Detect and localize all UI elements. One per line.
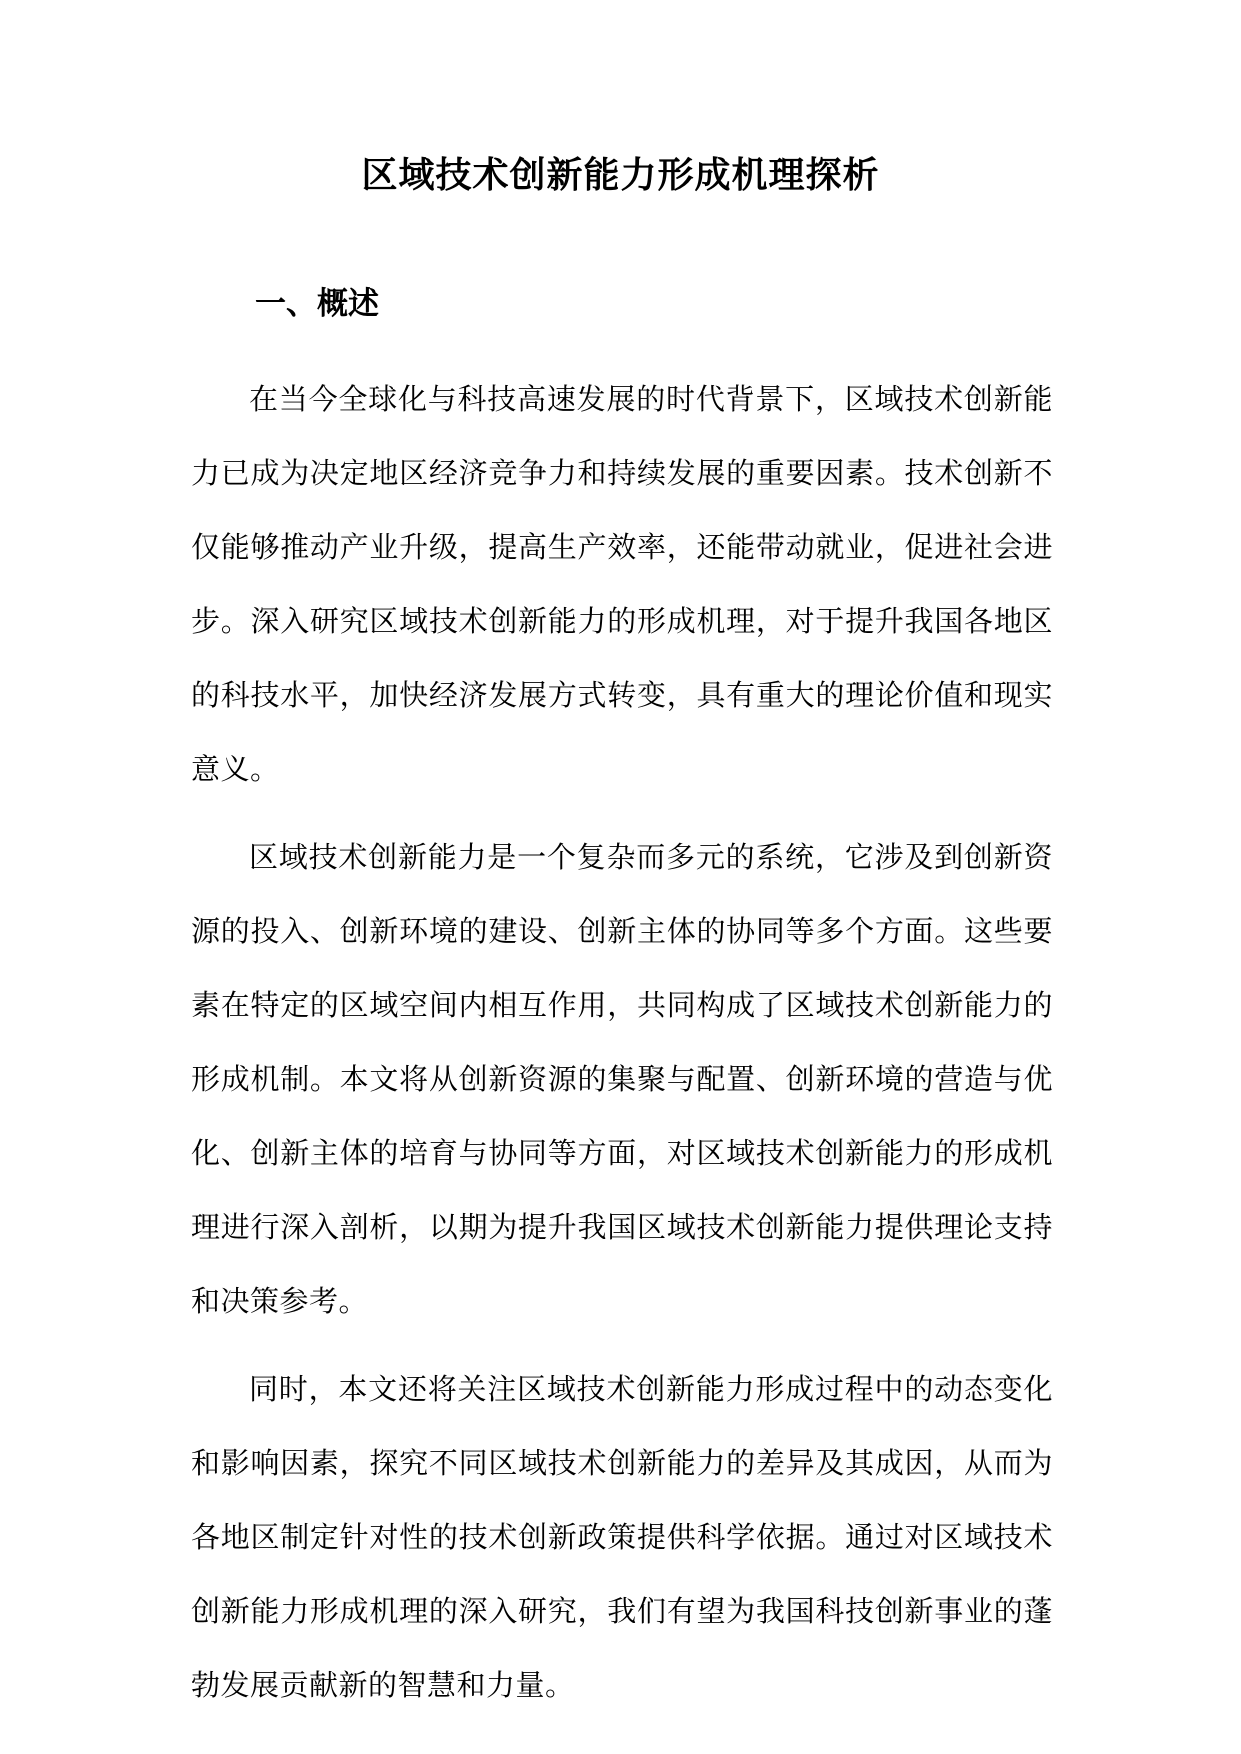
document-title: 区域技术创新能力形成机理探析 — [361, 154, 880, 196]
paragraph-2: 区域技术创新能力是一个复杂而多元的系统，它涉及到创新资源的投入、创新环境的建设、创新主体的协同等多个方面。这些要素在特定的区域空间内相互作用，共同构成了区域技术创新能力的形成机制。本文将从创新资源的集聚与配置、创新环境的营造与优化、创新主体的培育与协同等方面，对区域技术创新能力的形成机理进行深入剖析，以期为提升我国区域技术创新能力提供理论支持和决策参考。 — [191, 840, 1053, 1318]
paragraph-1: 在当今全球化与科技高速发展的时代背景下，区域技术创新能力已成为决定地区经济竞争力和持续发展的重要因素。技术创新不仅能够推动产业升级，提高生产效率，还能带动就业，促进社会进步。深入研究区域技术创新能力的形成机理，对于提升我国各地区的科技水平，加快经济发展方式转变，具有重大的理论价值和现实意义。 — [191, 382, 1053, 786]
paragraph-3: 同时，本文还将关注区域技术创新能力形成过程中的动态变化和影响因素，探究不同区域技术创新能力的差异及其成因，从而为各地区制定针对性的技术创新政策提供科学依据。通过对区域技术创新能力形成机理的深入研究，我们有望为我国科技创新事业的蓬勃发展贡献新的智慧和力量。 — [191, 1372, 1053, 1702]
section-heading-overview: 一、概述 — [255, 286, 379, 322]
section-body — [191, 362, 1053, 1736]
